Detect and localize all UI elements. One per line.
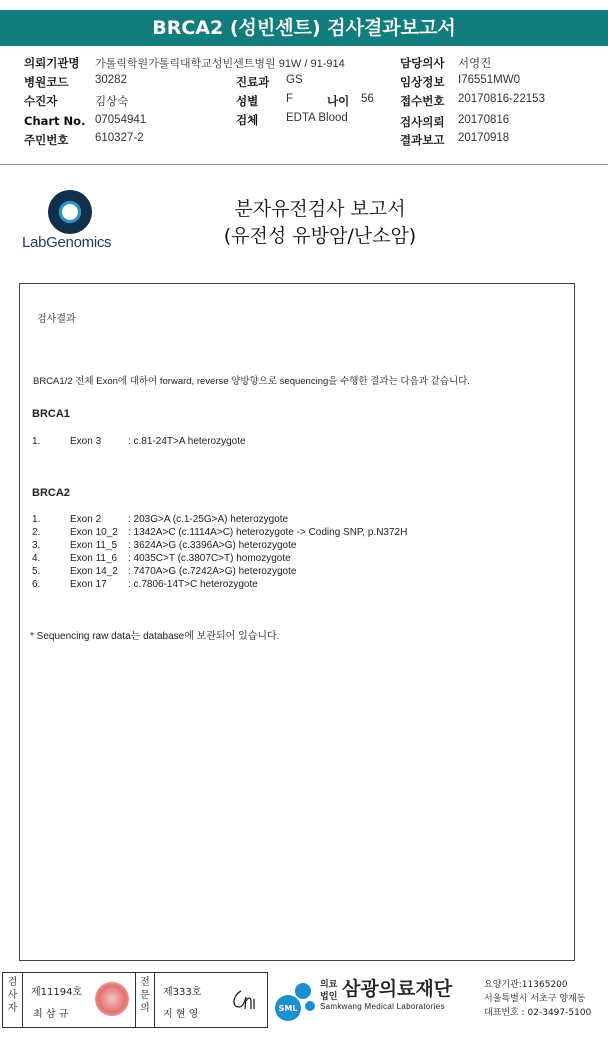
age-value: 56 <box>361 93 374 105</box>
org-phone: 대표번호 : 02-3497-5100 <box>484 1008 592 1018</box>
clinical-info-value: I76551MW0 <box>458 74 521 86</box>
tester-number: 제11194호 <box>31 987 83 998</box>
specialist-label: 전문의 <box>135 973 155 1027</box>
row-exon: Exon 17 <box>70 579 107 590</box>
footnote: * Sequencing raw data는 database에 보관되어 있습니다. <box>30 631 280 642</box>
sml-logo-text: SML <box>278 1004 298 1013</box>
org-code: 요양기관:11365200 <box>484 980 568 990</box>
sml-logo-icon <box>272 976 318 1022</box>
org-address: 서울특별시 서초구 양재동 <box>484 994 586 1004</box>
report-date-value: 20170918 <box>458 132 510 144</box>
row-number: 1. <box>32 514 41 525</box>
specimen-label: 검체 <box>236 113 259 127</box>
row-exon: Exon 2 <box>70 514 102 525</box>
labgenomics-logo-icon <box>48 190 92 234</box>
resident-no-value: 610327-2 <box>95 132 144 144</box>
hospital-code-value: 30282 <box>95 74 127 86</box>
document-title-line2: (유전성 유방암/난소암) <box>223 225 417 247</box>
row-result: : 7470A>G (c.7242A>G) heterozygote <box>128 566 297 577</box>
org-english-name: Samkwang Medical Laboratories <box>320 1002 445 1011</box>
brca1-heading: BRCA1 <box>32 408 70 420</box>
row-number: 1. <box>32 436 41 447</box>
row-exon: Exon 14_2 <box>70 566 118 577</box>
sex-label: 성별 <box>236 94 259 108</box>
patient-info-panel <box>24 52 608 152</box>
chart-no-value: 07054941 <box>95 114 147 126</box>
document-title <box>150 196 490 250</box>
row-result: : 1342A>C (c.1114A>C) heterozygote -> Coding SNP, p.N372H <box>128 527 408 538</box>
row-result: : c.7806-14T>C heterozygote <box>128 579 258 590</box>
document-title-line1: 분자유전검사 보고서 <box>234 198 406 220</box>
row-number: 5. <box>32 566 41 577</box>
resident-no-label: 주민번호 <box>24 133 69 147</box>
row-number: 6. <box>32 579 41 590</box>
row-exon: Exon 3 <box>70 436 102 447</box>
result-box <box>19 283 575 961</box>
signature-box <box>2 972 268 1028</box>
section-title: 검사결과 <box>37 314 76 325</box>
row-number: 4. <box>32 553 41 564</box>
doctor-label: 담당의사 <box>400 56 445 70</box>
institution-label: 의뢰기관명 <box>24 56 80 70</box>
receipt-no-label: 접수번호 <box>400 94 445 108</box>
request-date-label: 검사의뢰 <box>400 115 445 129</box>
report-title-bar <box>0 10 608 46</box>
signature-mark <box>229 985 259 1013</box>
patient-name-value: 김상숙 <box>95 96 129 108</box>
row-exon: Exon 11_6 <box>70 553 118 564</box>
report-title: BRCA2 (성빈센트) 검사결과보고서 <box>152 17 456 39</box>
patient-name-label: 수진자 <box>24 94 58 108</box>
tester-label: 검사자 <box>3 973 23 1027</box>
age-label: 나이 <box>327 94 350 108</box>
chart-no-label: Chart No. <box>24 114 86 128</box>
logo-text: LabGenomics <box>22 234 112 251</box>
clinical-info-label: 임상정보 <box>400 75 445 89</box>
report-document <box>0 168 608 966</box>
intro-text: BRCA1/2 전체 Exon에 대하여 forward, reverse 양방향으로 sequencing을 수행한 결과는 다음과 같습니다. <box>33 376 470 387</box>
row-result: : 3624A>G (c.3396A>G) heterozygote <box>128 540 297 551</box>
department-value: GS <box>286 74 303 86</box>
org-prefix-bottom: 법인 <box>320 992 338 1002</box>
row-result: : 4035C>T (c.3807C>T) homozygote <box>128 553 291 564</box>
footer <box>0 972 608 1038</box>
sex-value: F <box>286 93 294 105</box>
tester-name: 최 삼 규 <box>33 1009 69 1020</box>
institution-value: 가톨릭학원가톨릭대학교성빈센트병원 91W / 91-914 <box>95 58 345 70</box>
report-date-label: 결과보고 <box>400 133 445 147</box>
hospital-code-label: 병원코드 <box>24 75 69 89</box>
header-divider <box>0 164 608 165</box>
seal-stamp <box>95 982 129 1016</box>
request-date-value: 20170816 <box>458 114 510 126</box>
labgenomics-logo <box>22 190 132 252</box>
brca2-heading: BRCA2 <box>32 487 70 499</box>
row-number: 3. <box>32 540 41 551</box>
specialist-name: 지 현 영 <box>163 1009 199 1020</box>
row-exon: Exon 10_2 <box>70 527 118 538</box>
doctor-value: 서영진 <box>458 58 492 70</box>
row-number: 2. <box>32 527 41 538</box>
specimen-value: EDTA Blood <box>286 112 348 124</box>
department-label: 진료과 <box>236 75 270 89</box>
org-prefix-top: 의료 <box>320 980 338 990</box>
row-result: : c.81-24T>A heterozygote <box>128 436 246 447</box>
receipt-no-value: 20170816-22153 <box>458 93 545 105</box>
specialist-number: 제333호 <box>163 987 202 998</box>
row-exon: Exon 11_5 <box>70 540 118 551</box>
org-name: 삼광의료재단 <box>342 978 453 1000</box>
row-result: : 203G>A (c.1-25G>A) heterozygote <box>128 514 289 525</box>
